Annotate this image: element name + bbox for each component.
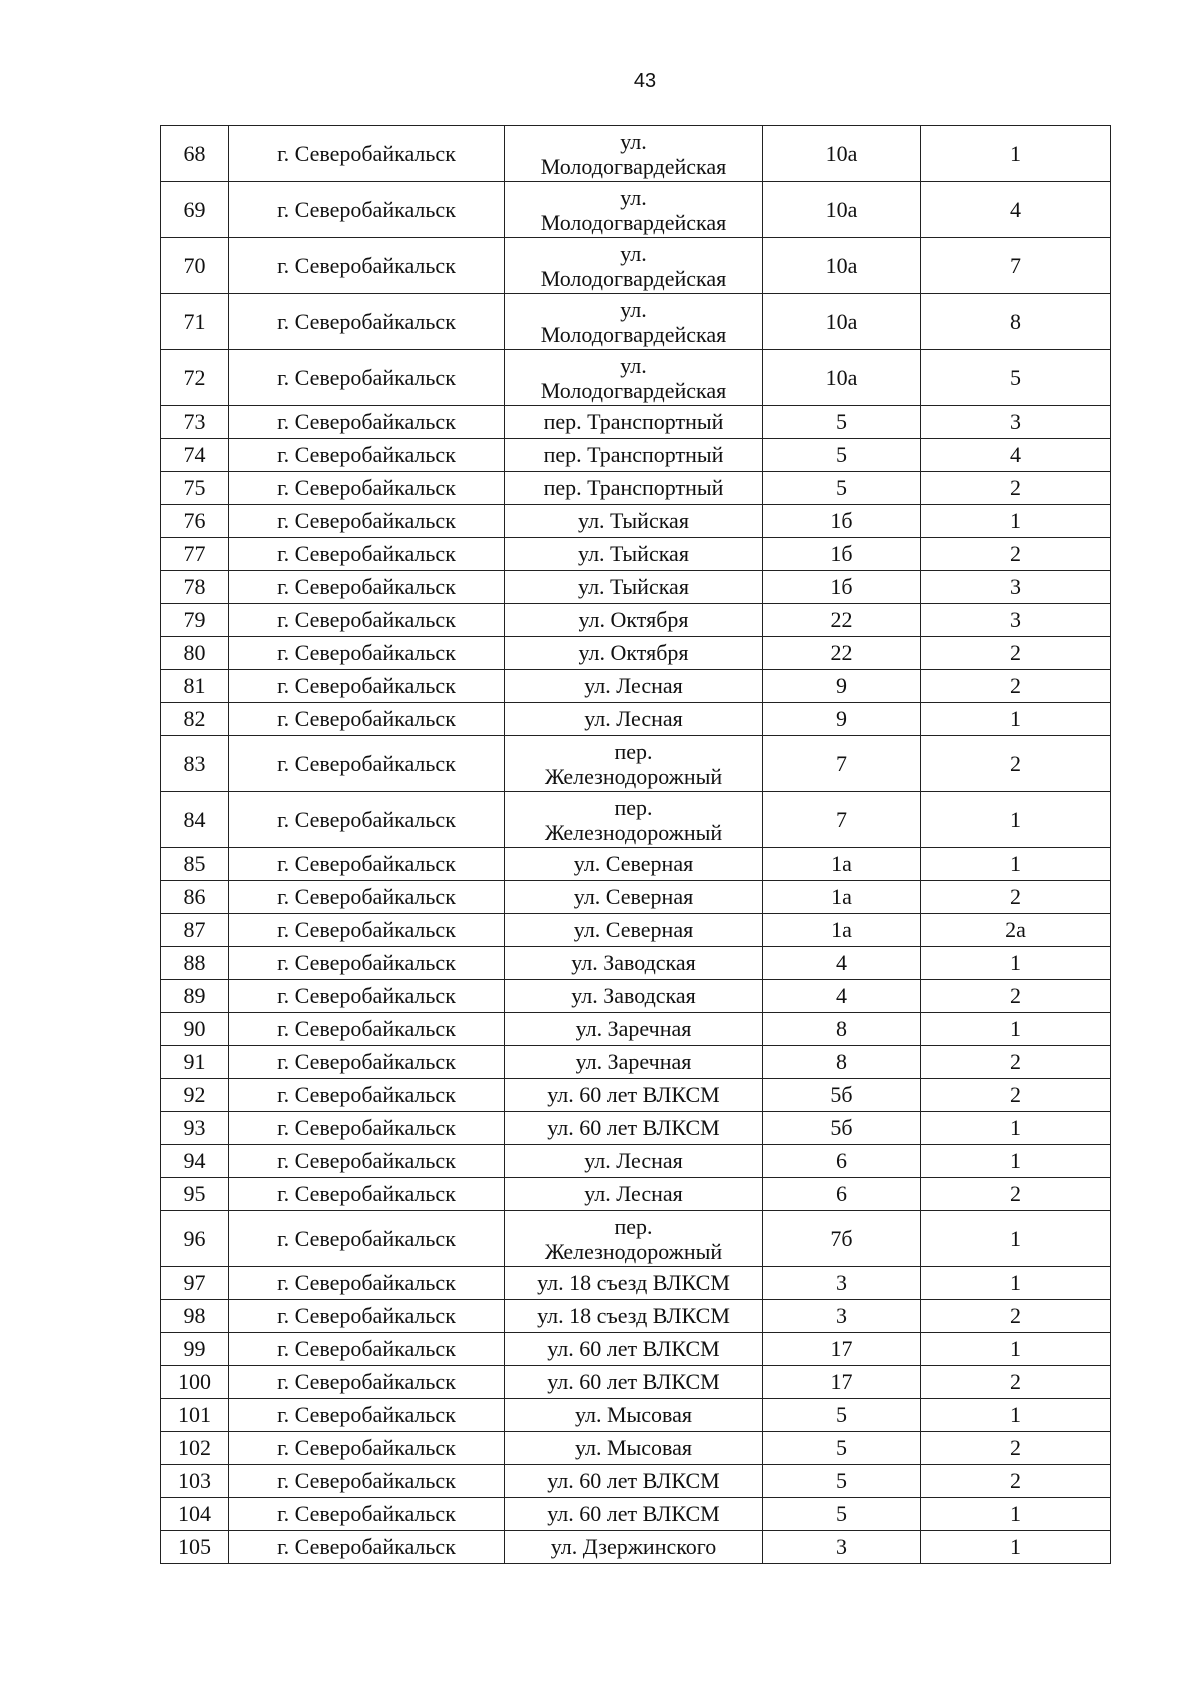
city-cell: г. Северобайкальск (229, 505, 505, 538)
street-cell (505, 604, 763, 637)
street-line: ул. Тыйская (578, 508, 689, 533)
street-cell (505, 439, 763, 472)
table-row (161, 604, 1111, 637)
street-cell (505, 505, 763, 538)
house-cell: 5 (763, 1399, 921, 1432)
house-cell: 5 (763, 1465, 921, 1498)
row-number-cell: 74 (161, 439, 229, 472)
city-cell: г. Северобайкальск (229, 980, 505, 1013)
street-line: ул. Дзержинского (550, 1534, 717, 1559)
house-cell: 17 (763, 1333, 921, 1366)
table-row (161, 1267, 1111, 1300)
city-cell: г. Северобайкальск (229, 350, 505, 406)
row-number-cell: 91 (161, 1046, 229, 1079)
street-cell (505, 350, 763, 406)
house-cell: 9 (763, 670, 921, 703)
city-cell: г. Северобайкальск (229, 1013, 505, 1046)
city-cell: г. Северобайкальск (229, 294, 505, 350)
row-number-cell: 98 (161, 1300, 229, 1333)
street-cell (505, 182, 763, 238)
house-cell: 8 (763, 1013, 921, 1046)
street-line: ул. Октября (578, 640, 689, 665)
house-cell: 3 (763, 1531, 921, 1564)
table-row (161, 914, 1111, 947)
table-row (161, 1013, 1111, 1046)
street-line: ул. Октября (578, 607, 689, 632)
street-line: ул. 60 лет ВЛКСМ (547, 1468, 720, 1493)
apartment-cell: 1 (921, 1211, 1111, 1267)
house-cell: 1б (763, 571, 921, 604)
row-number-cell: 71 (161, 294, 229, 350)
street-cell (505, 571, 763, 604)
apartment-cell: 3 (921, 571, 1111, 604)
street-line: ул. Лесная (584, 706, 683, 731)
table-row (161, 1333, 1111, 1366)
house-cell: 5 (763, 439, 921, 472)
table-row (161, 1531, 1111, 1564)
table-row (161, 1399, 1111, 1432)
row-number-cell: 77 (161, 538, 229, 571)
address-table-body (161, 126, 1111, 1564)
street-cell (505, 1178, 763, 1211)
street-line: ул. (620, 352, 647, 378)
row-number-cell: 89 (161, 980, 229, 1013)
city-cell: г. Северобайкальск (229, 1531, 505, 1564)
city-cell: г. Северобайкальск (229, 881, 505, 914)
apartment-cell: 1 (921, 848, 1111, 881)
city-cell: г. Северобайкальск (229, 1079, 505, 1112)
city-cell: г. Северобайкальск (229, 670, 505, 703)
street-line: ул. (620, 128, 647, 154)
apartment-cell: 2 (921, 1465, 1111, 1498)
table-row (161, 1046, 1111, 1079)
street-line: ул. Северная (573, 884, 694, 909)
row-number-cell: 81 (161, 670, 229, 703)
street-line: Молодогвардейская (540, 265, 727, 291)
apartment-cell: 1 (921, 1112, 1111, 1145)
street-line: ул. Заречная (575, 1016, 692, 1041)
apartment-cell: 2 (921, 1300, 1111, 1333)
street-cell (505, 848, 763, 881)
house-cell: 5б (763, 1112, 921, 1145)
street-cell (505, 126, 763, 182)
street-cell (505, 1465, 763, 1498)
street-cell (505, 1079, 763, 1112)
house-cell: 5 (763, 1498, 921, 1531)
city-cell: г. Северобайкальск (229, 848, 505, 881)
city-cell: г. Северобайкальск (229, 1267, 505, 1300)
address-table (160, 125, 1111, 1564)
city-cell: г. Северобайкальск (229, 472, 505, 505)
street-line: ул. Лесная (584, 1181, 683, 1206)
city-cell: г. Северобайкальск (229, 736, 505, 792)
city-cell: г. Северобайкальск (229, 1498, 505, 1531)
row-number-cell: 82 (161, 703, 229, 736)
street-line: пер. (614, 794, 653, 820)
row-number-cell: 101 (161, 1399, 229, 1432)
street-line: ул. Заводская (571, 983, 696, 1008)
apartment-cell: 1 (921, 126, 1111, 182)
table-row (161, 1498, 1111, 1531)
house-cell: 5б (763, 1079, 921, 1112)
street-line: пер. Транспортный (543, 409, 724, 434)
house-cell: 10а (763, 126, 921, 182)
city-cell: г. Северобайкальск (229, 1112, 505, 1145)
street-line: Молодогвардейская (540, 377, 727, 403)
table-row (161, 571, 1111, 604)
street-line: ул. Северная (573, 851, 694, 876)
street-cell (505, 1498, 763, 1531)
street-cell (505, 670, 763, 703)
apartment-cell: 1 (921, 1498, 1111, 1531)
table-row (161, 472, 1111, 505)
apartment-cell: 8 (921, 294, 1111, 350)
row-number-cell: 87 (161, 914, 229, 947)
apartment-cell: 2 (921, 1079, 1111, 1112)
street-cell (505, 1366, 763, 1399)
city-cell: г. Северобайкальск (229, 182, 505, 238)
table-row (161, 1432, 1111, 1465)
city-cell: г. Северобайкальск (229, 1333, 505, 1366)
street-line: пер. Транспортный (543, 442, 724, 467)
street-cell (505, 1432, 763, 1465)
apartment-cell: 1 (921, 703, 1111, 736)
house-cell: 7б (763, 1211, 921, 1267)
apartment-cell: 2 (921, 1432, 1111, 1465)
street-line: ул. (620, 240, 647, 266)
row-number-cell: 93 (161, 1112, 229, 1145)
apartment-cell: 4 (921, 439, 1111, 472)
street-cell (505, 406, 763, 439)
street-line: ул. Заречная (575, 1049, 692, 1074)
row-number-cell: 103 (161, 1465, 229, 1498)
city-cell: г. Северобайкальск (229, 538, 505, 571)
street-cell (505, 703, 763, 736)
house-cell: 3 (763, 1300, 921, 1333)
row-number-cell: 80 (161, 637, 229, 670)
street-cell (505, 1531, 763, 1564)
house-cell: 5 (763, 472, 921, 505)
city-cell: г. Северобайкальск (229, 126, 505, 182)
street-cell (505, 1399, 763, 1432)
apartment-cell: 2а (921, 914, 1111, 947)
apartment-cell: 1 (921, 1267, 1111, 1300)
apartment-cell: 4 (921, 182, 1111, 238)
row-number-cell: 86 (161, 881, 229, 914)
street-line: Железнодорожный (544, 1238, 723, 1264)
street-cell (505, 637, 763, 670)
city-cell: г. Северобайкальск (229, 1465, 505, 1498)
table-row (161, 947, 1111, 980)
apartment-cell: 1 (921, 947, 1111, 980)
street-cell (505, 792, 763, 848)
city-cell: г. Северобайкальск (229, 1366, 505, 1399)
table-row (161, 1211, 1111, 1267)
house-cell: 1а (763, 914, 921, 947)
row-number-cell: 96 (161, 1211, 229, 1267)
city-cell: г. Северобайкальск (229, 1300, 505, 1333)
row-number-cell: 105 (161, 1531, 229, 1564)
street-line: ул. 60 лет ВЛКСМ (547, 1336, 720, 1361)
house-cell: 1а (763, 848, 921, 881)
house-cell: 8 (763, 1046, 921, 1079)
table-row (161, 505, 1111, 538)
row-number-cell: 97 (161, 1267, 229, 1300)
house-cell: 17 (763, 1366, 921, 1399)
apartment-cell: 2 (921, 736, 1111, 792)
apartment-cell: 3 (921, 406, 1111, 439)
row-number-cell: 79 (161, 604, 229, 637)
city-cell: г. Северобайкальск (229, 238, 505, 294)
city-cell: г. Северобайкальск (229, 1399, 505, 1432)
table-row (161, 1300, 1111, 1333)
table-row (161, 538, 1111, 571)
table-row (161, 238, 1111, 294)
table-row (161, 637, 1111, 670)
street-line: пер. (614, 1213, 653, 1239)
house-cell: 10а (763, 294, 921, 350)
house-cell: 5 (763, 406, 921, 439)
row-number-cell: 83 (161, 736, 229, 792)
street-cell (505, 980, 763, 1013)
street-cell (505, 947, 763, 980)
city-cell: г. Северобайкальск (229, 406, 505, 439)
table-row (161, 1178, 1111, 1211)
house-cell: 1б (763, 505, 921, 538)
row-number-cell: 85 (161, 848, 229, 881)
city-cell: г. Северобайкальск (229, 1145, 505, 1178)
apartment-cell: 1 (921, 1333, 1111, 1366)
apartment-cell: 2 (921, 637, 1111, 670)
apartment-cell: 1 (921, 1531, 1111, 1564)
street-cell (505, 881, 763, 914)
street-line: пер. Транспортный (543, 475, 724, 500)
row-number-cell: 69 (161, 182, 229, 238)
house-cell: 3 (763, 1267, 921, 1300)
apartment-cell: 2 (921, 1366, 1111, 1399)
table-row (161, 792, 1111, 848)
house-cell: 9 (763, 703, 921, 736)
city-cell: г. Северобайкальск (229, 1178, 505, 1211)
street-line: ул. Заводская (571, 950, 696, 975)
table-row (161, 1465, 1111, 1498)
street-cell (505, 538, 763, 571)
apartment-cell: 2 (921, 1178, 1111, 1211)
street-cell (505, 1267, 763, 1300)
table-row (161, 1145, 1111, 1178)
table-row (161, 881, 1111, 914)
apartment-cell: 2 (921, 1046, 1111, 1079)
street-cell (505, 294, 763, 350)
page-number: 43 (633, 70, 657, 92)
row-number-cell: 84 (161, 792, 229, 848)
row-number-cell: 104 (161, 1498, 229, 1531)
street-cell (505, 1013, 763, 1046)
table-row (161, 439, 1111, 472)
apartment-cell: 3 (921, 604, 1111, 637)
street-line: ул. Северная (573, 917, 694, 942)
city-cell: г. Северобайкальск (229, 1211, 505, 1267)
table-row (161, 350, 1111, 406)
apartment-cell: 5 (921, 350, 1111, 406)
city-cell: г. Северобайкальск (229, 792, 505, 848)
house-cell: 1б (763, 538, 921, 571)
apartment-cell: 1 (921, 792, 1111, 848)
row-number-cell: 102 (161, 1432, 229, 1465)
street-line: ул. Мысовая (574, 1402, 693, 1427)
row-number-cell: 95 (161, 1178, 229, 1211)
street-line: ул. Тыйская (578, 541, 689, 566)
apartment-cell: 1 (921, 505, 1111, 538)
city-cell: г. Северобайкальск (229, 637, 505, 670)
city-cell: г. Северобайкальск (229, 1046, 505, 1079)
city-cell: г. Северобайкальск (229, 914, 505, 947)
street-line: ул. 60 лет ВЛКСМ (547, 1501, 720, 1526)
table-row (161, 126, 1111, 182)
row-number-cell: 88 (161, 947, 229, 980)
street-cell (505, 1046, 763, 1079)
street-line: Молодогвардейская (540, 209, 727, 235)
table-row (161, 406, 1111, 439)
street-line: ул. (620, 296, 647, 322)
street-line: ул. (620, 184, 647, 210)
house-cell: 10а (763, 238, 921, 294)
house-cell: 5 (763, 1432, 921, 1465)
row-number-cell: 100 (161, 1366, 229, 1399)
street-cell (505, 238, 763, 294)
house-cell: 22 (763, 604, 921, 637)
street-line: пер. (614, 738, 653, 764)
house-cell: 4 (763, 980, 921, 1013)
row-number-cell: 99 (161, 1333, 229, 1366)
house-cell: 6 (763, 1178, 921, 1211)
row-number-cell: 75 (161, 472, 229, 505)
table-row (161, 1366, 1111, 1399)
city-cell: г. Северобайкальск (229, 439, 505, 472)
street-cell (505, 1112, 763, 1145)
city-cell: г. Северобайкальск (229, 604, 505, 637)
street-cell (505, 1300, 763, 1333)
apartment-cell: 7 (921, 238, 1111, 294)
street-line: Молодогвардейская (540, 153, 727, 179)
street-line: ул. 60 лет ВЛКСМ (547, 1115, 720, 1140)
table-row (161, 980, 1111, 1013)
house-cell: 22 (763, 637, 921, 670)
row-number-cell: 90 (161, 1013, 229, 1046)
apartment-cell: 1 (921, 1013, 1111, 1046)
street-cell (505, 472, 763, 505)
apartment-cell: 2 (921, 472, 1111, 505)
row-number-cell: 76 (161, 505, 229, 538)
house-cell: 6 (763, 1145, 921, 1178)
street-line: Железнодорожный (544, 763, 723, 789)
row-number-cell: 94 (161, 1145, 229, 1178)
city-cell: г. Северобайкальск (229, 1432, 505, 1465)
apartment-cell: 2 (921, 980, 1111, 1013)
row-number-cell: 92 (161, 1079, 229, 1112)
apartment-cell: 2 (921, 881, 1111, 914)
table-row (161, 736, 1111, 792)
table-row (161, 1112, 1111, 1145)
city-cell: г. Северобайкальск (229, 703, 505, 736)
street-line: ул. Мысовая (574, 1435, 693, 1460)
city-cell: г. Северобайкальск (229, 947, 505, 980)
row-number-cell: 68 (161, 126, 229, 182)
street-line: Молодогвардейская (540, 321, 727, 347)
city-cell: г. Северобайкальск (229, 571, 505, 604)
apartment-cell: 2 (921, 538, 1111, 571)
table-row (161, 1079, 1111, 1112)
street-line: ул. Лесная (584, 1148, 683, 1173)
house-cell: 7 (763, 736, 921, 792)
apartment-cell: 1 (921, 1145, 1111, 1178)
house-cell: 1а (763, 881, 921, 914)
street-cell (505, 1211, 763, 1267)
table-row (161, 182, 1111, 238)
row-number-cell: 72 (161, 350, 229, 406)
street-cell (505, 736, 763, 792)
house-cell: 10а (763, 182, 921, 238)
house-cell: 7 (763, 792, 921, 848)
apartment-cell: 2 (921, 670, 1111, 703)
row-number-cell: 73 (161, 406, 229, 439)
table-row (161, 848, 1111, 881)
street-line: ул. 18 съезд ВЛКСМ (537, 1270, 730, 1295)
street-cell (505, 1333, 763, 1366)
table-row (161, 703, 1111, 736)
street-cell (505, 1145, 763, 1178)
street-line: ул. 60 лет ВЛКСМ (547, 1369, 720, 1394)
table-row (161, 670, 1111, 703)
row-number-cell: 78 (161, 571, 229, 604)
street-line: ул. 60 лет ВЛКСМ (547, 1082, 720, 1107)
street-line: ул. 18 съезд ВЛКСМ (537, 1303, 730, 1328)
street-cell (505, 914, 763, 947)
house-cell: 10а (763, 350, 921, 406)
street-line: ул. Лесная (584, 673, 683, 698)
house-cell: 4 (763, 947, 921, 980)
street-line: ул. Тыйская (578, 574, 689, 599)
apartment-cell: 1 (921, 1399, 1111, 1432)
street-line: Железнодорожный (544, 819, 723, 845)
row-number-cell: 70 (161, 238, 229, 294)
table-row (161, 294, 1111, 350)
